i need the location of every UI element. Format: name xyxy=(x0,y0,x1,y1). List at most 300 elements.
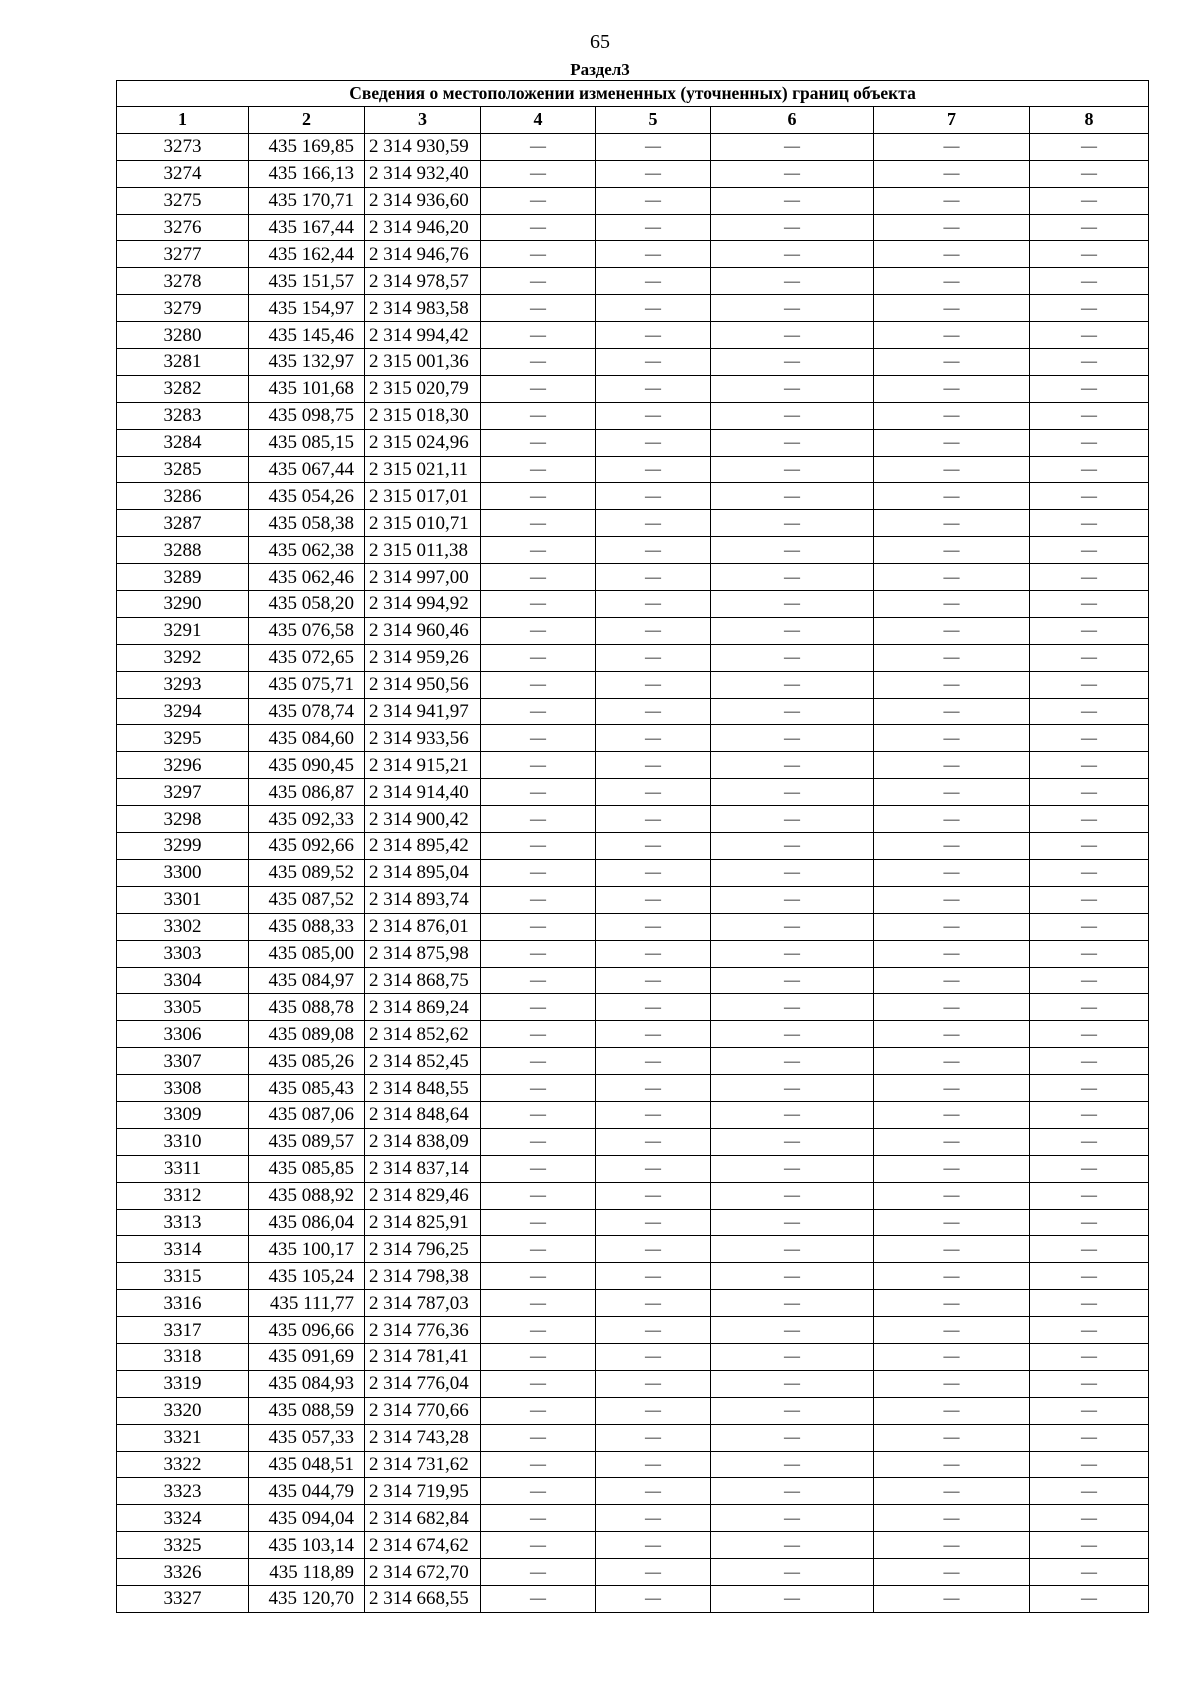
cell-empty-mark: — xyxy=(874,1290,1030,1317)
cell-empty-mark: — xyxy=(874,886,1030,913)
cell-empty-mark: — xyxy=(1030,1451,1149,1478)
cell-empty-mark: — xyxy=(874,913,1030,940)
cell-empty-mark: — xyxy=(874,402,1030,429)
table-row xyxy=(117,1263,1149,1290)
cell-empty-mark: — xyxy=(874,1048,1030,1075)
cell-coordinate-y: 2 315 018,30 xyxy=(365,402,481,429)
cell-empty-mark: — xyxy=(1030,725,1149,752)
cell-coordinate-x: 435 103,14 xyxy=(249,1532,365,1559)
cell-empty-mark: — xyxy=(481,160,596,187)
cell-empty-mark: — xyxy=(1030,1424,1149,1451)
cell-coordinate-y: 2 315 010,71 xyxy=(365,510,481,537)
table-row xyxy=(117,617,1149,644)
cell-point-number: 3308 xyxy=(117,1075,249,1102)
cell-empty-mark: — xyxy=(481,1263,596,1290)
cell-empty-mark: — xyxy=(596,725,711,752)
cell-empty-mark: — xyxy=(1030,1182,1149,1209)
cell-coordinate-x: 435 085,43 xyxy=(249,1075,365,1102)
cell-empty-mark: — xyxy=(481,940,596,967)
cell-empty-mark: — xyxy=(596,1559,711,1586)
cell-empty-mark: — xyxy=(481,1155,596,1182)
cell-empty-mark: — xyxy=(711,644,874,671)
cell-empty-mark: — xyxy=(481,886,596,913)
table-row xyxy=(117,644,1149,671)
column-header: 5 xyxy=(596,107,711,134)
cell-empty-mark: — xyxy=(711,1478,874,1505)
cell-empty-mark: — xyxy=(596,1343,711,1370)
cell-coordinate-y: 2 315 020,79 xyxy=(365,375,481,402)
cell-coordinate-x: 435 166,13 xyxy=(249,160,365,187)
cell-coordinate-x: 435 058,20 xyxy=(249,591,365,618)
cell-empty-mark: — xyxy=(596,510,711,537)
table-row xyxy=(117,994,1149,1021)
cell-empty-mark: — xyxy=(1030,241,1149,268)
cell-point-number: 3317 xyxy=(117,1317,249,1344)
boundary-coordinates-table xyxy=(116,80,1149,1613)
table-row xyxy=(117,940,1149,967)
table-row xyxy=(117,1505,1149,1532)
table-row xyxy=(117,322,1149,349)
cell-empty-mark: — xyxy=(874,1505,1030,1532)
cell-empty-mark: — xyxy=(711,806,874,833)
cell-empty-mark: — xyxy=(874,833,1030,860)
table-row xyxy=(117,1155,1149,1182)
cell-coordinate-y: 2 314 950,56 xyxy=(365,671,481,698)
cell-coordinate-x: 435 088,59 xyxy=(249,1397,365,1424)
cell-coordinate-y: 2 314 829,46 xyxy=(365,1182,481,1209)
cell-coordinate-x: 435 058,38 xyxy=(249,510,365,537)
cell-empty-mark: — xyxy=(596,1532,711,1559)
cell-empty-mark: — xyxy=(596,1048,711,1075)
cell-empty-mark: — xyxy=(481,833,596,860)
cell-coordinate-x: 435 062,38 xyxy=(249,537,365,564)
table-row xyxy=(117,752,1149,779)
cell-empty-mark: — xyxy=(711,1290,874,1317)
cell-empty-mark: — xyxy=(596,1128,711,1155)
cell-empty-mark: — xyxy=(596,241,711,268)
cell-coordinate-y: 2 314 672,70 xyxy=(365,1559,481,1586)
cell-coordinate-x: 435 170,71 xyxy=(249,187,365,214)
cell-empty-mark: — xyxy=(596,349,711,376)
cell-coordinate-y: 2 314 941,97 xyxy=(365,698,481,725)
cell-empty-mark: — xyxy=(596,1290,711,1317)
cell-empty-mark: — xyxy=(1030,537,1149,564)
cell-empty-mark: — xyxy=(596,564,711,591)
cell-empty-mark: — xyxy=(711,241,874,268)
cell-empty-mark: — xyxy=(481,859,596,886)
cell-coordinate-y: 2 314 719,95 xyxy=(365,1478,481,1505)
cell-empty-mark: — xyxy=(1030,752,1149,779)
cell-empty-mark: — xyxy=(874,1075,1030,1102)
cell-coordinate-x: 435 101,68 xyxy=(249,375,365,402)
cell-empty-mark: — xyxy=(1030,1585,1149,1612)
table-row xyxy=(117,483,1149,510)
cell-empty-mark: — xyxy=(1030,1478,1149,1505)
cell-empty-mark: — xyxy=(874,1585,1030,1612)
cell-empty-mark: — xyxy=(481,375,596,402)
cell-point-number: 3292 xyxy=(117,644,249,671)
cell-empty-mark: — xyxy=(1030,859,1149,886)
cell-empty-mark: — xyxy=(1030,268,1149,295)
cell-point-number: 3297 xyxy=(117,779,249,806)
cell-point-number: 3296 xyxy=(117,752,249,779)
cell-coordinate-x: 435 088,92 xyxy=(249,1182,365,1209)
cell-empty-mark: — xyxy=(481,1343,596,1370)
cell-empty-mark: — xyxy=(596,886,711,913)
table-row xyxy=(117,537,1149,564)
cell-coordinate-y: 2 314 674,62 xyxy=(365,1532,481,1559)
cell-empty-mark: — xyxy=(481,1451,596,1478)
cell-empty-mark: — xyxy=(481,322,596,349)
cell-empty-mark: — xyxy=(711,483,874,510)
cell-point-number: 3289 xyxy=(117,564,249,591)
cell-point-number: 3326 xyxy=(117,1559,249,1586)
table-row xyxy=(117,967,1149,994)
cell-coordinate-x: 435 151,57 xyxy=(249,268,365,295)
cell-point-number: 3273 xyxy=(117,133,249,160)
cell-empty-mark: — xyxy=(874,725,1030,752)
cell-empty-mark: — xyxy=(596,1182,711,1209)
cell-point-number: 3290 xyxy=(117,591,249,618)
cell-coordinate-x: 435 084,60 xyxy=(249,725,365,752)
cell-empty-mark: — xyxy=(481,1021,596,1048)
cell-empty-mark: — xyxy=(711,994,874,1021)
cell-empty-mark: — xyxy=(481,1128,596,1155)
cell-empty-mark: — xyxy=(711,402,874,429)
cell-empty-mark: — xyxy=(1030,1236,1149,1263)
cell-coordinate-y: 2 314 868,75 xyxy=(365,967,481,994)
cell-empty-mark: — xyxy=(1030,1155,1149,1182)
table-row xyxy=(117,295,1149,322)
cell-empty-mark: — xyxy=(1030,1397,1149,1424)
cell-empty-mark: — xyxy=(874,1559,1030,1586)
cell-coordinate-x: 435 072,65 xyxy=(249,644,365,671)
cell-empty-mark: — xyxy=(1030,1290,1149,1317)
cell-coordinate-y: 2 314 798,38 xyxy=(365,1263,481,1290)
cell-empty-mark: — xyxy=(596,698,711,725)
cell-empty-mark: — xyxy=(1030,1048,1149,1075)
cell-empty-mark: — xyxy=(874,456,1030,483)
cell-empty-mark: — xyxy=(711,752,874,779)
cell-empty-mark: — xyxy=(711,375,874,402)
table-row xyxy=(117,1585,1149,1612)
cell-empty-mark: — xyxy=(481,1370,596,1397)
cell-coordinate-x: 435 085,00 xyxy=(249,940,365,967)
cell-empty-mark: — xyxy=(1030,1370,1149,1397)
cell-empty-mark: — xyxy=(596,591,711,618)
cell-coordinate-x: 435 092,33 xyxy=(249,806,365,833)
cell-empty-mark: — xyxy=(874,1128,1030,1155)
cell-empty-mark: — xyxy=(874,994,1030,1021)
table-row xyxy=(117,1236,1149,1263)
cell-empty-mark: — xyxy=(481,779,596,806)
cell-coordinate-y: 2 314 946,20 xyxy=(365,214,481,241)
cell-coordinate-x: 435 087,52 xyxy=(249,886,365,913)
cell-empty-mark: — xyxy=(481,967,596,994)
cell-empty-mark: — xyxy=(481,1209,596,1236)
cell-coordinate-x: 435 054,26 xyxy=(249,483,365,510)
table-row xyxy=(117,833,1149,860)
table-row xyxy=(117,1370,1149,1397)
cell-empty-mark: — xyxy=(711,671,874,698)
cell-empty-mark: — xyxy=(874,1209,1030,1236)
cell-empty-mark: — xyxy=(711,591,874,618)
cell-empty-mark: — xyxy=(1030,1559,1149,1586)
cell-empty-mark: — xyxy=(596,1263,711,1290)
cell-empty-mark: — xyxy=(481,1478,596,1505)
cell-coordinate-y: 2 314 900,42 xyxy=(365,806,481,833)
table-row xyxy=(117,1075,1149,1102)
cell-empty-mark: — xyxy=(481,644,596,671)
table-row xyxy=(117,1451,1149,1478)
cell-empty-mark: — xyxy=(1030,644,1149,671)
table-row xyxy=(117,1343,1149,1370)
cell-empty-mark: — xyxy=(596,402,711,429)
cell-empty-mark: — xyxy=(874,859,1030,886)
cell-empty-mark: — xyxy=(596,187,711,214)
cell-empty-mark: — xyxy=(711,1585,874,1612)
cell-coordinate-y: 2 314 682,84 xyxy=(365,1505,481,1532)
cell-coordinate-x: 435 169,85 xyxy=(249,133,365,160)
cell-coordinate-x: 435 086,04 xyxy=(249,1209,365,1236)
cell-empty-mark: — xyxy=(711,268,874,295)
cell-empty-mark: — xyxy=(481,1585,596,1612)
cell-empty-mark: — xyxy=(711,886,874,913)
cell-point-number: 3282 xyxy=(117,375,249,402)
cell-empty-mark: — xyxy=(874,591,1030,618)
cell-coordinate-y: 2 314 776,36 xyxy=(365,1317,481,1344)
cell-coordinate-x: 435 096,66 xyxy=(249,1317,365,1344)
cell-empty-mark: — xyxy=(874,1021,1030,1048)
cell-point-number: 3306 xyxy=(117,1021,249,1048)
cell-point-number: 3285 xyxy=(117,456,249,483)
cell-coordinate-y: 2 315 024,96 xyxy=(365,429,481,456)
cell-coordinate-y: 2 314 825,91 xyxy=(365,1209,481,1236)
table-row xyxy=(117,1209,1149,1236)
cell-empty-mark: — xyxy=(711,133,874,160)
cell-point-number: 3303 xyxy=(117,940,249,967)
cell-empty-mark: — xyxy=(1030,564,1149,591)
cell-coordinate-y: 2 314 893,74 xyxy=(365,886,481,913)
cell-coordinate-y: 2 314 914,40 xyxy=(365,779,481,806)
cell-empty-mark: — xyxy=(481,806,596,833)
cell-empty-mark: — xyxy=(874,1370,1030,1397)
table-row xyxy=(117,1559,1149,1586)
cell-point-number: 3287 xyxy=(117,510,249,537)
cell-empty-mark: — xyxy=(1030,1317,1149,1344)
cell-empty-mark: — xyxy=(874,1532,1030,1559)
cell-coordinate-y: 2 315 011,38 xyxy=(365,537,481,564)
cell-empty-mark: — xyxy=(481,698,596,725)
cell-empty-mark: — xyxy=(596,537,711,564)
cell-empty-mark: — xyxy=(711,617,874,644)
cell-empty-mark: — xyxy=(596,1397,711,1424)
cell-empty-mark: — xyxy=(481,1505,596,1532)
cell-point-number: 3309 xyxy=(117,1101,249,1128)
cell-coordinate-y: 2 314 997,00 xyxy=(365,564,481,591)
cell-coordinate-x: 435 120,70 xyxy=(249,1585,365,1612)
cell-point-number: 3302 xyxy=(117,913,249,940)
cell-coordinate-y: 2 314 959,26 xyxy=(365,644,481,671)
cell-empty-mark: — xyxy=(481,483,596,510)
cell-coordinate-y: 2 314 837,14 xyxy=(365,1155,481,1182)
table-row xyxy=(117,859,1149,886)
cell-coordinate-x: 435 088,33 xyxy=(249,913,365,940)
cell-empty-mark: — xyxy=(1030,913,1149,940)
cell-empty-mark: — xyxy=(1030,806,1149,833)
cell-empty-mark: — xyxy=(874,1424,1030,1451)
cell-empty-mark: — xyxy=(711,779,874,806)
cell-empty-mark: — xyxy=(1030,994,1149,1021)
cell-coordinate-x: 435 167,44 xyxy=(249,214,365,241)
cell-empty-mark: — xyxy=(874,617,1030,644)
table-row xyxy=(117,214,1149,241)
cell-empty-mark: — xyxy=(874,214,1030,241)
cell-empty-mark: — xyxy=(596,214,711,241)
table-header-row xyxy=(117,107,1149,134)
cell-coordinate-x: 435 089,57 xyxy=(249,1128,365,1155)
cell-empty-mark: — xyxy=(596,1021,711,1048)
cell-point-number: 3325 xyxy=(117,1532,249,1559)
column-header: 3 xyxy=(365,107,481,134)
table-row xyxy=(117,187,1149,214)
cell-empty-mark: — xyxy=(481,510,596,537)
table-row xyxy=(117,429,1149,456)
cell-coordinate-y: 2 314 776,04 xyxy=(365,1370,481,1397)
cell-empty-mark: — xyxy=(711,1263,874,1290)
cell-empty-mark: — xyxy=(596,375,711,402)
cell-empty-mark: — xyxy=(481,994,596,1021)
cell-empty-mark: — xyxy=(596,644,711,671)
cell-empty-mark: — xyxy=(711,322,874,349)
cell-point-number: 3320 xyxy=(117,1397,249,1424)
cell-empty-mark: — xyxy=(711,940,874,967)
cell-empty-mark: — xyxy=(481,1182,596,1209)
cell-coordinate-y: 2 314 852,45 xyxy=(365,1048,481,1075)
cell-coordinate-y: 2 314 936,60 xyxy=(365,187,481,214)
cell-empty-mark: — xyxy=(874,241,1030,268)
table-row xyxy=(117,698,1149,725)
cell-point-number: 3327 xyxy=(117,1585,249,1612)
cell-empty-mark: — xyxy=(596,617,711,644)
cell-point-number: 3301 xyxy=(117,886,249,913)
cell-point-number: 3314 xyxy=(117,1236,249,1263)
cell-empty-mark: — xyxy=(596,994,711,1021)
cell-empty-mark: — xyxy=(1030,1505,1149,1532)
cell-point-number: 3312 xyxy=(117,1182,249,1209)
table-row xyxy=(117,1290,1149,1317)
cell-coordinate-y: 2 314 848,55 xyxy=(365,1075,481,1102)
table-row xyxy=(117,375,1149,402)
cell-empty-mark: — xyxy=(1030,940,1149,967)
cell-empty-mark: — xyxy=(711,187,874,214)
cell-empty-mark: — xyxy=(711,1101,874,1128)
cell-empty-mark: — xyxy=(1030,295,1149,322)
cell-point-number: 3304 xyxy=(117,967,249,994)
cell-empty-mark: — xyxy=(711,1075,874,1102)
cell-empty-mark: — xyxy=(711,429,874,456)
cell-empty-mark: — xyxy=(1030,456,1149,483)
column-header: 1 xyxy=(117,107,249,134)
cell-coordinate-y: 2 314 875,98 xyxy=(365,940,481,967)
cell-coordinate-y: 2 314 960,46 xyxy=(365,617,481,644)
cell-empty-mark: — xyxy=(874,1451,1030,1478)
cell-coordinate-y: 2 314 743,28 xyxy=(365,1424,481,1451)
cell-empty-mark: — xyxy=(596,1424,711,1451)
cell-coordinate-x: 435 162,44 xyxy=(249,241,365,268)
cell-point-number: 3294 xyxy=(117,698,249,725)
cell-empty-mark: — xyxy=(874,133,1030,160)
cell-empty-mark: — xyxy=(711,833,874,860)
cell-empty-mark: — xyxy=(1030,187,1149,214)
cell-point-number: 3307 xyxy=(117,1048,249,1075)
table-row xyxy=(117,913,1149,940)
cell-coordinate-y: 2 315 001,36 xyxy=(365,349,481,376)
cell-empty-mark: — xyxy=(711,698,874,725)
cell-empty-mark: — xyxy=(711,913,874,940)
cell-empty-mark: — xyxy=(1030,833,1149,860)
cell-empty-mark: — xyxy=(711,214,874,241)
cell-empty-mark: — xyxy=(596,1317,711,1344)
cell-point-number: 3280 xyxy=(117,322,249,349)
cell-empty-mark: — xyxy=(596,429,711,456)
cell-coordinate-y: 2 314 895,42 xyxy=(365,833,481,860)
cell-empty-mark: — xyxy=(1030,1128,1149,1155)
cell-coordinate-y: 2 314 787,03 xyxy=(365,1290,481,1317)
cell-coordinate-x: 435 084,97 xyxy=(249,967,365,994)
cell-empty-mark: — xyxy=(711,1155,874,1182)
cell-empty-mark: — xyxy=(874,940,1030,967)
cell-empty-mark: — xyxy=(481,1075,596,1102)
cell-coordinate-y: 2 314 869,24 xyxy=(365,994,481,1021)
cell-empty-mark: — xyxy=(596,1478,711,1505)
cell-empty-mark: — xyxy=(596,1505,711,1532)
cell-empty-mark: — xyxy=(481,752,596,779)
cell-empty-mark: — xyxy=(874,1155,1030,1182)
table-row xyxy=(117,671,1149,698)
cell-empty-mark: — xyxy=(711,1209,874,1236)
cell-point-number: 3318 xyxy=(117,1343,249,1370)
cell-empty-mark: — xyxy=(481,402,596,429)
cell-coordinate-y: 2 314 852,62 xyxy=(365,1021,481,1048)
cell-coordinate-x: 435 075,71 xyxy=(249,671,365,698)
cell-point-number: 3316 xyxy=(117,1290,249,1317)
cell-empty-mark: — xyxy=(1030,322,1149,349)
table-row xyxy=(117,268,1149,295)
cell-empty-mark: — xyxy=(711,967,874,994)
cell-coordinate-x: 435 132,97 xyxy=(249,349,365,376)
cell-point-number: 3298 xyxy=(117,806,249,833)
table-row xyxy=(117,725,1149,752)
cell-empty-mark: — xyxy=(874,752,1030,779)
table-row xyxy=(117,1182,1149,1209)
cell-point-number: 3277 xyxy=(117,241,249,268)
cell-empty-mark: — xyxy=(874,1397,1030,1424)
table-row xyxy=(117,160,1149,187)
cell-coordinate-y: 2 314 668,55 xyxy=(365,1585,481,1612)
table-row xyxy=(117,1317,1149,1344)
cell-empty-mark: — xyxy=(874,1182,1030,1209)
cell-empty-mark: — xyxy=(596,1451,711,1478)
cell-coordinate-x: 435 092,66 xyxy=(249,833,365,860)
cell-empty-mark: — xyxy=(1030,671,1149,698)
cell-point-number: 3293 xyxy=(117,671,249,698)
cell-coordinate-y: 2 314 946,76 xyxy=(365,241,481,268)
cell-empty-mark: — xyxy=(1030,1075,1149,1102)
cell-empty-mark: — xyxy=(711,349,874,376)
cell-coordinate-x: 435 098,75 xyxy=(249,402,365,429)
cell-coordinate-x: 435 111,77 xyxy=(249,1290,365,1317)
